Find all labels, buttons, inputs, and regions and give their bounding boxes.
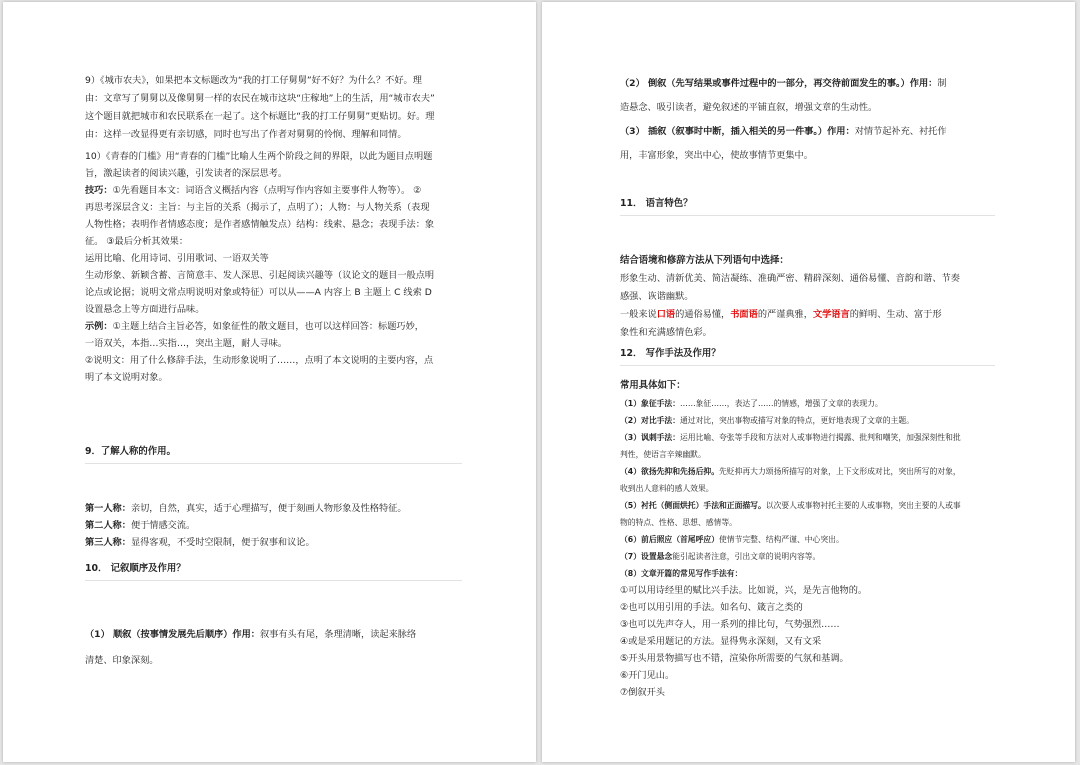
text-line xyxy=(620,72,995,96)
text-fragment: 的通俗易懂， xyxy=(675,309,731,320)
text-line xyxy=(620,306,995,324)
example-line xyxy=(85,318,462,335)
method-item xyxy=(620,412,995,429)
section-title: 12． 写作手法及作用？ xyxy=(620,348,721,359)
highlight-oral: 口语 xyxy=(656,309,676,320)
method-text: ……象征……，表达了……的情感，增强了文章的表现力。 xyxy=(680,399,883,408)
section-12-heading xyxy=(620,345,995,366)
method-text: 运用比喻、夸张等手段和方法对人或事物进行揭露、批判和嘲笑，加强深刻性和批 xyxy=(680,433,961,442)
method-label: （7）设置悬念 xyxy=(620,552,673,561)
method-label: （5）衬托（侧面烘托）手法和正面描写。 xyxy=(620,501,766,510)
method-item: 物的特点、性格、思想、感情等。 xyxy=(620,518,737,527)
highlight-literary: 文学语言 xyxy=(812,309,850,320)
opening-item: ②也可以用引用的手法。如名句、箴言之类的 xyxy=(620,602,803,613)
person-item xyxy=(85,517,462,534)
opening-item: ⑦倒叙开头 xyxy=(620,687,665,698)
section-10-heading xyxy=(85,560,462,581)
skill-text: ①先看题目本文：词语含义概括内容（点明写作内容如主要事件人物等）。 ② xyxy=(112,185,422,196)
order-text: 叙事有头有尾，条理清晰，读起来脉络 xyxy=(259,629,417,640)
method-text: 先贬抑再大力颂扬所描写的对象，上下文形成对比，突出所写的对象， xyxy=(719,467,961,476)
language-block xyxy=(620,252,995,342)
section-title: 11． 语言特色？ xyxy=(620,198,693,209)
document-page-left xyxy=(3,2,536,762)
opening-item: ⑤开头用景物描写也不错，渲染你所需要的气氛和基调。 xyxy=(620,653,849,664)
skill-label: 技巧： xyxy=(85,185,113,196)
person-label: 第二人称： xyxy=(85,520,131,531)
text-line: 人物性格；表明作者情感态度；是作者感情触发点）结构：线索、悬念；表现手法：象 xyxy=(85,219,435,230)
method-item: 判性，使语言辛辣幽默。 xyxy=(620,450,706,459)
method-text: 能引起读者注意，引出文章的说明内容等。 xyxy=(672,552,821,561)
person-text: 便于情感交流。 xyxy=(130,520,196,531)
person-list xyxy=(85,500,462,551)
method-item xyxy=(620,531,995,548)
method-item xyxy=(620,429,995,446)
method-label: （2）对比手法： xyxy=(620,416,681,425)
text-line: 旨，激起读者的阅读兴趣，引发读者的深层思考。 xyxy=(85,168,288,179)
text-line: 由：这样一改显得更有亲切感，同时也写出了作者对舅舅的怜悯、理解和同情。 xyxy=(85,129,407,140)
text-line: 清楚、印象深刻。 xyxy=(85,655,159,666)
text-line: 再思考深层含义：主旨：与主旨的关系（揭示了，点明了）；人物：与人物关系（表现 xyxy=(85,202,430,213)
text-line: 象性和充满感情色彩。 xyxy=(620,327,712,338)
person-item xyxy=(85,500,462,517)
method-text: 通过对比，突出事物或描写对象的特点，更好地表现了文章的主题。 xyxy=(680,416,914,425)
text-line: 10）《青春的门槛》用“青春的门槛”比喻人生两个阶段之间的界限，以此为题目点明题 xyxy=(85,151,433,162)
text-line: 用，丰富形象，突出中心，使故事情节更集中。 xyxy=(620,150,813,161)
method-label: （6）前后照应（首尾呼应） xyxy=(620,535,719,544)
method-item xyxy=(620,548,995,565)
person-text: 亲切，自然，真实，适于心理描写，便于刻画人物形象及性格特征。 xyxy=(130,503,407,514)
order-2-3-block xyxy=(620,72,995,168)
opening-item: ③也可以先声夺人，用一系列的排比句，气势强烈…… xyxy=(620,619,840,630)
text-line: 明了本文说明对象。 xyxy=(85,372,168,383)
text-line: 这个题目就把城市和农民联系在一起了。这个标题比“我的打工仔舅舅”更贴切。好。理 xyxy=(85,111,435,122)
example-text: ①主题上结合主旨必答，如象征性的散文题目，也可以这样回答：标题巧妙， xyxy=(112,321,424,332)
method-label: （1）象征手法： xyxy=(620,399,681,408)
text-fragment: 一般来说 xyxy=(620,309,657,320)
text-line: 由：文章写了舅舅以及像舅舅一样的农民在城市这块“庄稼地”上的生活，用“城市农夫” xyxy=(85,93,435,104)
method-item xyxy=(620,395,995,412)
text-fragment: 的鲜明、生动、富于形 xyxy=(849,309,942,320)
opening-item: ⑥开门见山。 xyxy=(620,670,675,681)
text-line: 设置悬念上等方面进行品味。 xyxy=(85,304,205,315)
text-line xyxy=(620,120,995,144)
order-label: （1） 顺叙（按事情发展先后顺序）作用： xyxy=(85,629,260,640)
person-text: 显得客观，不受时空限制，便于叙事和议论。 xyxy=(130,537,315,548)
section-9-heading xyxy=(85,443,462,464)
opening-item: ④或是采用题记的方法。显得隽永深刻，又有文采 xyxy=(620,636,822,647)
highlight-written: 书面语 xyxy=(730,309,758,320)
text-line: 论点或论据；说明文常点明说明对象或特征）可以从——A 内容上 B 主题上 C 线索 D xyxy=(85,287,432,298)
order-label: （3） 插叙（叙事时中断，插入相关的另一件事。）作用： xyxy=(620,126,855,137)
opening-item: ①可以用诗经里的赋比兴手法。比如说，兴，是先言他物的。 xyxy=(620,585,868,596)
text-line: 形象生动、清新优美、简洁凝练、准确严密、精辟深刻、通俗易懂、音韵和谐、节奏 xyxy=(620,273,960,284)
question-9-block xyxy=(85,72,462,144)
text-line: 造悬念、吸引读者，避免叙述的平铺直叙，增强文章的生动性。 xyxy=(620,102,878,113)
order-label: （2） 倒叙（先写结果或事件过程中的一部分，再交待前面发生的事。）作用： xyxy=(620,78,938,89)
order-text: 对情节起补充、衬托作 xyxy=(854,126,947,137)
section-11-heading xyxy=(620,195,995,216)
text-line: 运用比喻、化用诗词、引用歌词、一语双关等 xyxy=(85,253,269,264)
text-line: 9）《城市农夫》，如果把本文标题改为“我的打工仔舅舅”好不好？为什么？不好。理 xyxy=(85,75,422,86)
language-heading: 结合语境和修辞方法从下列语句中选择： xyxy=(620,255,789,266)
person-label: 第一人称： xyxy=(85,503,131,514)
method-item: 收到出人意料的感人效果。 xyxy=(620,484,714,493)
person-item xyxy=(85,534,462,551)
skill-line xyxy=(85,182,462,199)
method-item xyxy=(620,463,995,480)
method-item xyxy=(620,497,995,514)
section-title: 10． 记叙顺序及作用？ xyxy=(85,563,186,574)
text-line xyxy=(85,621,462,649)
methods-block xyxy=(620,377,995,701)
text-line: 生动形象、新颖含蓄、言简意丰、发人深思、引起阅读兴趣等（议论文的题目一般点明 xyxy=(85,270,435,281)
text-line: 征。 ③最后分析其效果： xyxy=(85,236,189,247)
document-page-right xyxy=(542,2,1075,762)
methods-heading: 常用具体如下： xyxy=(620,380,686,391)
method-item: （8）文章开篇的常见写作手法有： xyxy=(620,569,743,578)
order-text: 制 xyxy=(937,78,947,89)
question-10-block xyxy=(85,148,462,386)
text-line: ②说明文：用了什么修辞手法，生动形象说明了……，点明了本文说明的主要内容，点 xyxy=(85,355,434,366)
section-title: 9．了解人称的作用。 xyxy=(85,446,176,457)
text-fragment: 的严谨典雅， xyxy=(757,309,813,320)
method-text: 使情节完整、结构严谨、中心突出。 xyxy=(719,535,844,544)
method-label: （3）讽刺手法： xyxy=(620,433,681,442)
example-label: 示例： xyxy=(85,321,113,332)
person-label: 第三人称： xyxy=(85,537,131,548)
method-label: （4）欲扬先抑和先扬后抑。 xyxy=(620,467,719,476)
text-line: 一语双关，本指…实指…，突出主题，耐人寻味。 xyxy=(85,338,288,349)
method-text: 以次要人或事物衬托主要的人或事物，突出主要的人或事 xyxy=(765,501,961,510)
order-1-block xyxy=(85,621,462,673)
text-line: 感强、诙谐幽默。 xyxy=(620,291,694,302)
